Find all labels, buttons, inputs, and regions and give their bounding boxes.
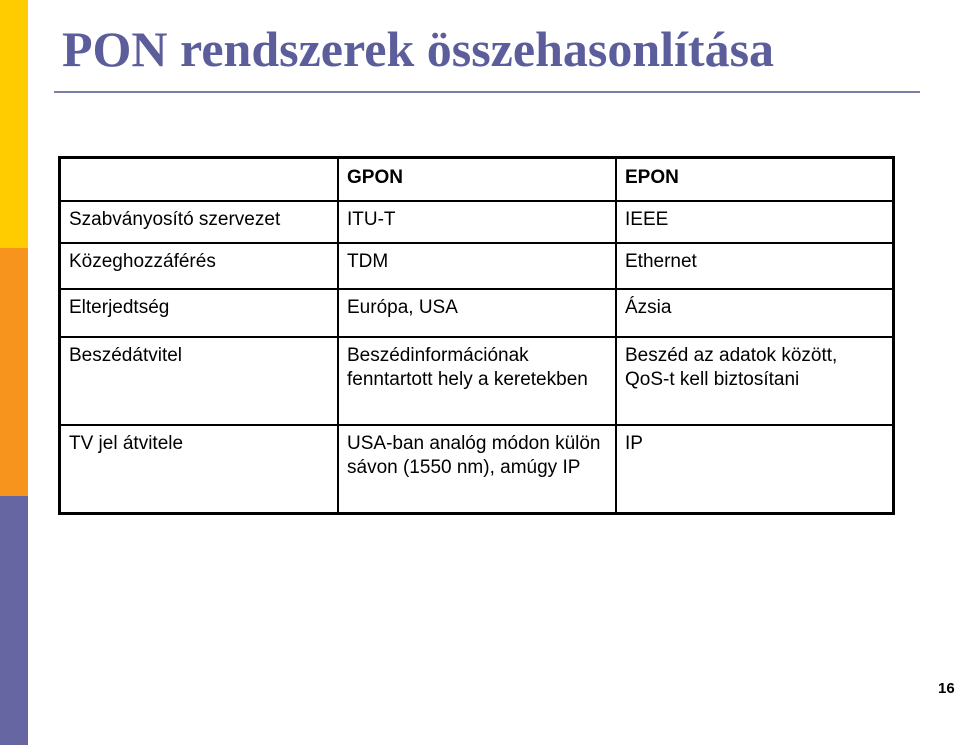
gpon-cell: Beszédinformációnak fenntartott hely a keretekben (338, 337, 616, 425)
row-label: Elterjedtség (60, 289, 339, 337)
table-row (60, 425, 894, 514)
epon-cell: IEEE (616, 201, 894, 243)
gpon-cell: Európa, USA (338, 289, 616, 337)
header-cell-epon: EPON (616, 158, 894, 202)
epon-cell: Ázsia (616, 289, 894, 337)
header-cell-gpon: GPON (338, 158, 616, 202)
gpon-cell: USA-ban analóg módon külön sávon (1550 nm), amúgy IP (338, 425, 616, 514)
table-header-row (60, 158, 894, 202)
table-row (60, 243, 894, 289)
slide-title: PON rendszerek összehasonlítása (62, 21, 775, 77)
row-label: TV jel átvitele (60, 425, 339, 514)
comparison-table (58, 156, 895, 515)
accent-bar-orange (0, 248, 28, 496)
page-number: 16 (938, 680, 955, 697)
row-label: Szabványosító szervezet (60, 201, 339, 243)
gpon-cell: ITU-T (338, 201, 616, 243)
title-underline (54, 91, 920, 93)
row-label: Közeghozzáférés (60, 243, 339, 289)
accent-bar-yellow (0, 0, 28, 248)
gpon-cell: TDM (338, 243, 616, 289)
row-label: Beszédátvitel (60, 337, 339, 425)
epon-cell: Beszéd az adatok között, QoS-t kell biztosítani (616, 337, 894, 425)
header-cell-empty (60, 158, 339, 202)
accent-bar-purple (0, 496, 28, 745)
table-row (60, 289, 894, 337)
table-row (60, 337, 894, 425)
epon-cell: Ethernet (616, 243, 894, 289)
epon-cell: IP (616, 425, 894, 514)
table-row (60, 201, 894, 243)
